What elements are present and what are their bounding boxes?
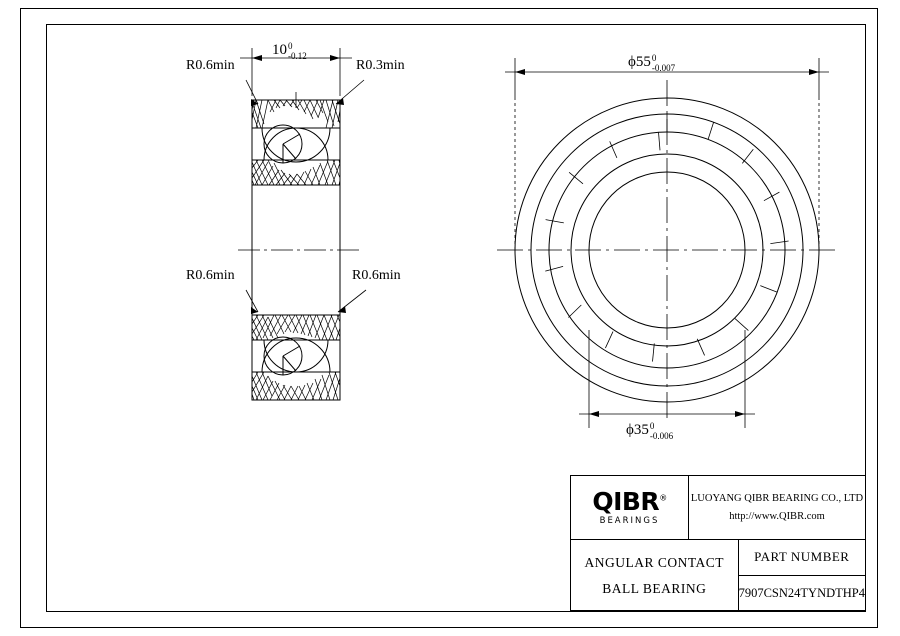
company-info	[689, 476, 865, 539]
company-logo	[571, 476, 689, 539]
width-nominal: 10	[272, 42, 287, 58]
od-lower-tol: -0.007	[651, 63, 676, 73]
hatch-top-inner	[252, 160, 340, 185]
company-name: LUOYANG QIBR BEARING CO., LTD	[690, 492, 864, 504]
product-type-line2: BALL BEARING	[602, 580, 707, 596]
leader-r06-bottom-right	[338, 290, 366, 313]
width-upper-tol: 0	[288, 41, 293, 51]
hatch-bottom-inner	[252, 315, 340, 340]
logo-wordmark	[592, 489, 666, 514]
logo-registered-mark: ®	[659, 493, 667, 503]
section-ball-bottom	[264, 337, 302, 375]
label-r06-bottom-left: R0.6min	[186, 268, 235, 283]
bore-upper-tol: 0	[649, 421, 655, 431]
part-number-label: PART NUMBER	[739, 540, 865, 576]
title-block	[570, 475, 866, 611]
od-nominal: 55	[635, 54, 651, 70]
label-r06-top-left: R0.6min	[186, 58, 235, 73]
title-block-header	[571, 476, 865, 540]
bore-symbol: ϕ	[626, 422, 634, 438]
label-r03-top-right: R0.3min	[356, 58, 405, 73]
title-block-body	[571, 540, 865, 611]
company-website: http://www.QIBR.com	[729, 510, 825, 522]
bore-nominal: 35	[633, 422, 649, 438]
product-type-line1: ANGULAR CONTACT	[584, 554, 725, 570]
logo-brand-text: QIBR	[592, 487, 660, 516]
part-number-value: 7907CSN24TYNDTHP4	[738, 585, 865, 600]
od-upper-tol: 0	[651, 53, 657, 63]
logo-tagline: BEARINGS	[599, 516, 660, 526]
label-r06-bottom-right: R0.6min	[352, 268, 401, 283]
part-number-block	[739, 540, 865, 611]
width-lower-tol: -0.12	[288, 51, 307, 61]
label-outer-diameter	[628, 53, 676, 73]
bore-lower-tol: -0.006	[649, 431, 674, 441]
od-symbol: ϕ	[628, 54, 636, 70]
label-bore-diameter	[626, 421, 674, 441]
label-width-dimension	[272, 41, 307, 61]
front-view-centerlines	[497, 80, 837, 420]
hatch-bottom-outer	[252, 372, 340, 400]
product-type	[571, 540, 739, 611]
